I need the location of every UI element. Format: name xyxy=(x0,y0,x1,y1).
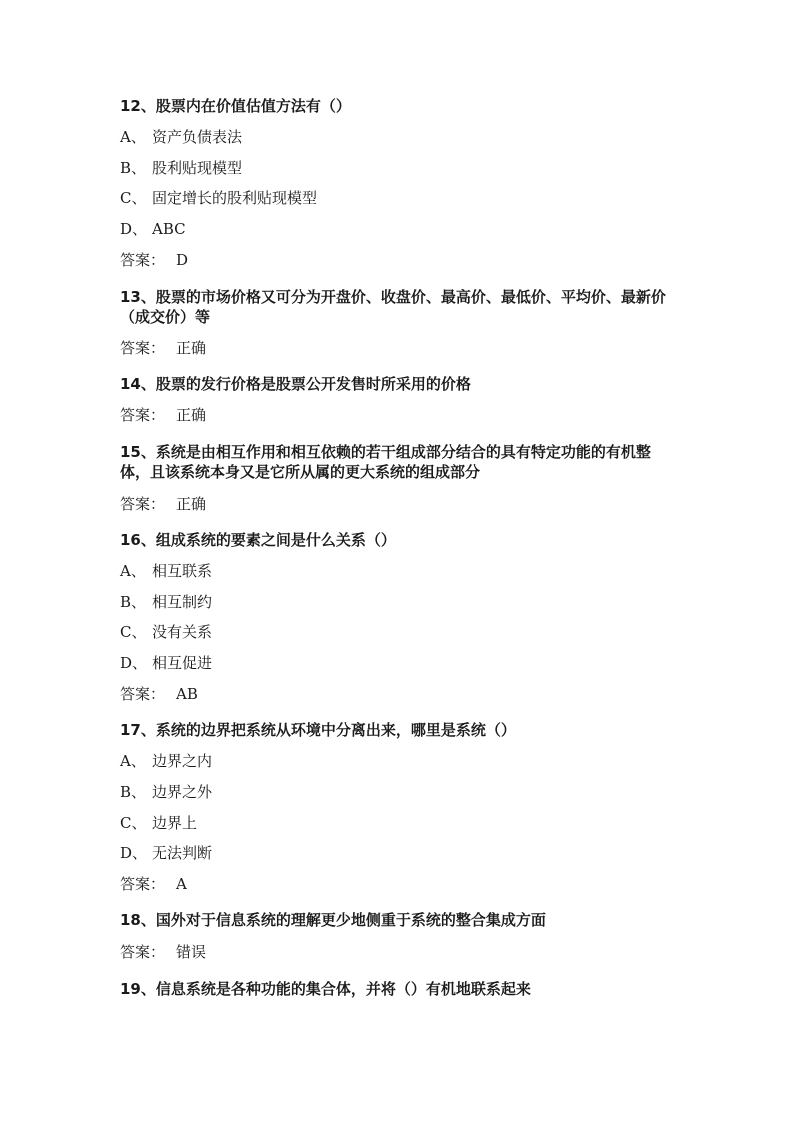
answer-label: 答案： xyxy=(120,685,166,703)
answer-value: 正确 xyxy=(176,406,207,424)
answer-label: 答案： xyxy=(120,495,166,513)
answer-row xyxy=(120,874,187,894)
option-label: B、 xyxy=(120,159,147,177)
question-title: 17、系统的边界把系统从环境中分离出来，哪里是系统（） xyxy=(120,721,516,739)
answer-row xyxy=(120,405,206,425)
option-label: B、 xyxy=(120,783,147,801)
answer-value: 正确 xyxy=(176,495,207,513)
answer-row xyxy=(120,494,206,514)
option-text: 边界上 xyxy=(152,814,198,832)
answer-value: 正确 xyxy=(176,339,207,357)
question-title: 13、股票的市场价格又可分为开盘价、收盘价、最高价、最低价、平均价、最新价（成交价）等 xyxy=(120,288,666,326)
option-row xyxy=(120,158,242,178)
option-label: D、 xyxy=(120,654,148,672)
option-label: A、 xyxy=(120,752,146,770)
option-row xyxy=(120,561,212,581)
option-text: 无法判断 xyxy=(152,844,213,862)
option-text: 相互促进 xyxy=(152,654,213,672)
option-text: 边界之外 xyxy=(152,783,213,801)
option-row xyxy=(120,622,212,642)
option-label: C、 xyxy=(120,814,147,832)
answer-label: 答案： xyxy=(120,943,166,961)
answer-row xyxy=(120,338,206,358)
option-row xyxy=(120,782,212,802)
answer-value: AB xyxy=(176,685,198,703)
question-title: 19、信息系统是各种功能的集合体，并将（）有机地联系起来 xyxy=(120,980,531,998)
option-row xyxy=(120,751,212,771)
answer-row xyxy=(120,250,188,270)
answer-label: 答案： xyxy=(120,251,166,269)
option-label: D、 xyxy=(120,220,148,238)
option-text: 资产负债表法 xyxy=(152,128,243,146)
option-row xyxy=(120,592,212,612)
answer-label: 答案： xyxy=(120,406,166,424)
option-label: C、 xyxy=(120,189,147,207)
answer-label: 答案： xyxy=(120,875,166,893)
option-row xyxy=(120,188,317,208)
question-title: 18、国外对于信息系统的理解更少地侧重于系统的整合集成方面 xyxy=(120,911,546,929)
option-row xyxy=(120,653,212,673)
option-text: ABC xyxy=(152,220,186,238)
option-text: 边界之内 xyxy=(152,752,213,770)
option-label: A、 xyxy=(120,562,146,580)
question-title: 12、股票内在价值估值方法有（） xyxy=(120,97,351,115)
answer-value: A xyxy=(176,875,187,893)
question-title: 15、系统是由相互作用和相互依赖的若干组成部分结合的具有特定功能的有机整体，且该系统本身又是它所从属的更大系统的组成部分 xyxy=(120,443,651,481)
option-text: 相互联系 xyxy=(152,562,213,580)
option-label: B、 xyxy=(120,593,147,611)
answer-row xyxy=(120,942,206,962)
answer-row xyxy=(120,684,198,704)
option-row xyxy=(120,843,212,863)
option-text: 没有关系 xyxy=(152,623,213,641)
answer-value: 错误 xyxy=(176,943,207,961)
option-row xyxy=(120,813,197,833)
option-row xyxy=(120,219,186,239)
option-label: C、 xyxy=(120,623,147,641)
option-text: 固定增长的股利贴现模型 xyxy=(152,189,318,207)
question-title: 16、组成系统的要素之间是什么关系（） xyxy=(120,531,396,549)
answer-value: D xyxy=(176,251,189,269)
answer-label: 答案： xyxy=(120,339,166,357)
question-title: 14、股票的发行价格是股票公开发售时所采用的价格 xyxy=(120,375,471,393)
option-text: 相互制约 xyxy=(152,593,213,611)
option-label: A、 xyxy=(120,128,146,146)
option-text: 股利贴现模型 xyxy=(152,159,243,177)
option-row xyxy=(120,127,242,147)
option-label: D、 xyxy=(120,844,148,862)
